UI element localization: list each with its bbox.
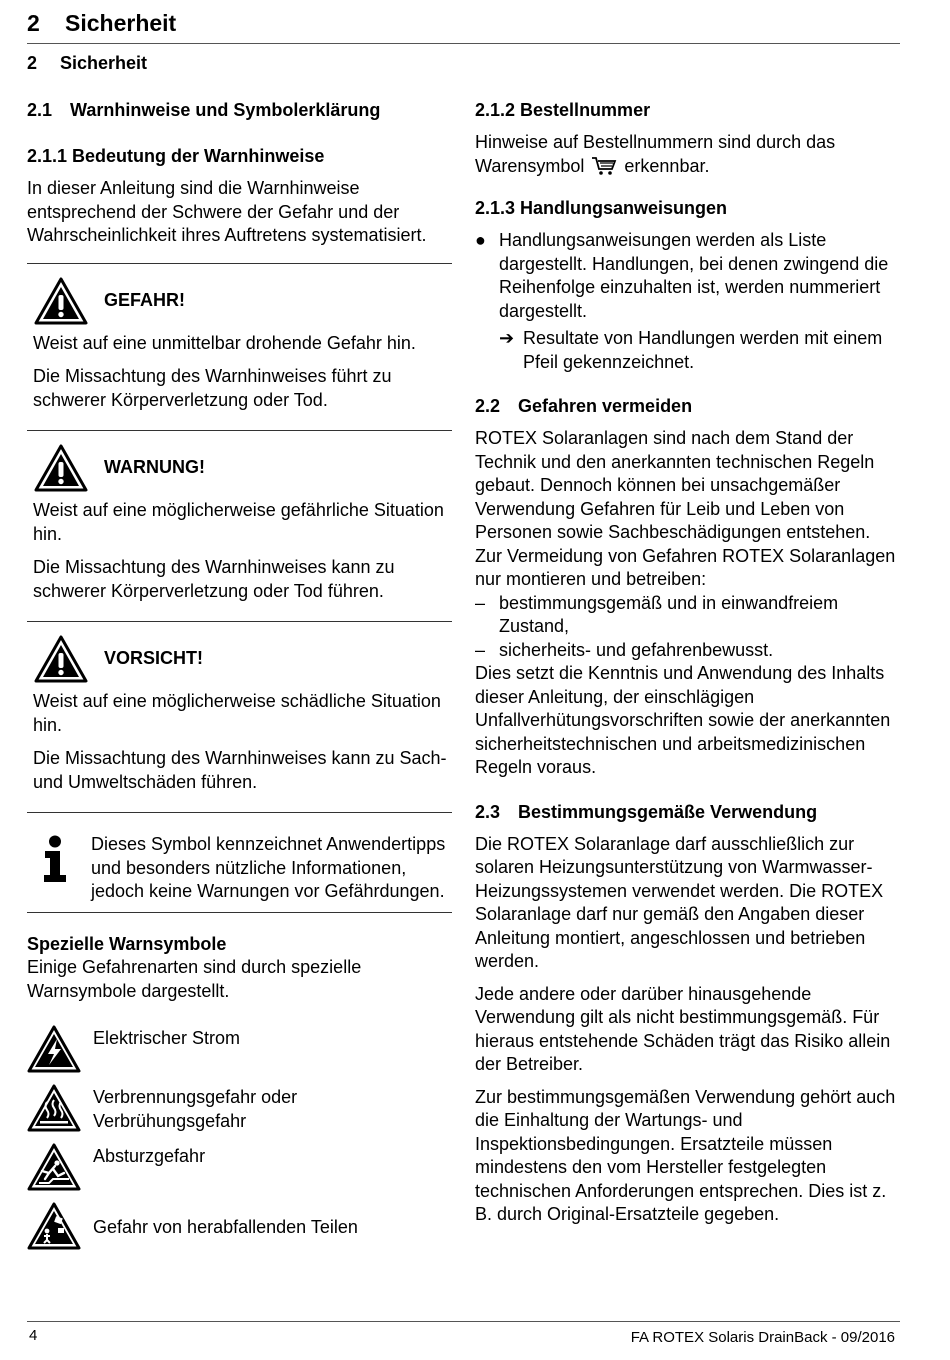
left-column: [27, 98, 452, 1261]
page-header: [27, 8, 900, 44]
list-item: Gefahr von herabfallenden Teilen: [27, 1202, 452, 1252]
order-number-text: Hinweise auf Bestellnummern sind durch das Warensymbol erkennbar.: [475, 132, 836, 176]
paragraph: Die ROTEX Solaranlage darf ausschließlich zur solaren Heizungsunterstützung von Warmwasser-Heizungssystemen verwendet werden. Die ROTEX Solaranlage darf nur gemäß den Angaben dieser Anleitung montiert, angeschlossen und betrieben werden.: [475, 833, 884, 971]
info-icon: [41, 835, 71, 883]
warning-triangle-icon: [33, 443, 89, 493]
warning-text: Die Missachtung des Warnhinweises kann zu Sach- und Umweltschäden führen.: [33, 748, 447, 792]
paragraph: Zur bestimmungsgemäßen Verwendung gehört auch die Einhaltung der Wartungs- und Inspektionsbedingungen. Ersatzteile müssen mindestens den vom Hersteller festgelegten technischen Anforderungen entsprechen. Dies ist z. B. durch Original-Ersatzteile gegeben.: [475, 1086, 896, 1224]
page-number: 4: [29, 1327, 38, 1344]
warning-text: Weist auf eine möglicherweise gefährliche Situation hin.: [33, 500, 444, 544]
warning-box-caution: [27, 621, 452, 812]
warning-triangle-icon: [33, 276, 89, 326]
main-heading: 2 Sicherheit: [27, 53, 148, 73]
falling-objects-icon: [27, 1202, 81, 1250]
paragraph: ROTEX Solaranlagen sind nach dem Stand der Technik und den anerkannten technischen Regeln gebaut. Dennoch können bei unsachgemäßer Verwendung Gefahren für Leib und Leben von Personen sowie Sachbeschädigungen entstehen. Zur Vermeidung von Gefahren ROTEX Solaranlagen nur montieren und betreiben:: [475, 428, 896, 589]
chapter-title: 2 Sicherheit: [27, 10, 177, 36]
hot-surface-icon: [27, 1084, 81, 1132]
list-item: Absturzgefahr: [27, 1143, 452, 1193]
document-id: FA ROTEX Solaris DrainBack - 09/2016: [630, 1329, 895, 1346]
section-2-1-2-heading: 2.1.2 Bestellnummer: [475, 100, 651, 120]
shopping-cart-icon: [591, 156, 617, 176]
right-column: [475, 98, 900, 1236]
fall-hazard-icon: [27, 1143, 81, 1191]
warning-label: VORSICHT!: [104, 648, 203, 669]
section-2-1-heading: 2.1 Warnhinweise und Symbolerklärung: [27, 100, 381, 120]
warning-box-warning: [27, 430, 452, 621]
list-item: ● Handlungsanweisungen werden als Liste dargestellt. Handlungen, bei denen zwingend die Reihenfolge einzuhalten ist, werden nummeriert dargestellt.: [475, 230, 889, 321]
arrow-right-icon: ➔: [499, 328, 515, 348]
special-symbols-heading: Spezielle Warnsymbole: [27, 933, 227, 954]
page-footer: [27, 1321, 900, 1346]
warning-box-danger: [27, 263, 452, 431]
info-box: [27, 812, 452, 913]
warning-label: WARNUNG!: [104, 457, 205, 478]
list-item: – sicherheits- und gefahrenbewusst.: [475, 639, 774, 660]
list-item: Elektrischer Strom: [27, 1025, 452, 1075]
warning-text: Die Missachtung des Warnhinweises führt zu schwerer Körperverletzung oder Tod.: [33, 366, 392, 410]
info-text: Dieses Symbol kennzeichnet Anwendertipps und besonders nützliche Informationen, jedoch keine Warnungen vor Gefährdungen.: [91, 834, 446, 901]
warning-label: GEFAHR!: [104, 289, 185, 310]
section-2-2-heading: 2.2 Gefahren vermeiden: [475, 396, 693, 416]
paragraph: Jede andere oder darüber hinausgehende Verwendung gilt als nicht bestimmungsgemäß. Für hieraus entstehende Schäden trägt das Risiko allein der Betreiber.: [475, 983, 891, 1074]
warning-text: Die Missachtung des Warnhinweises kann zu schwerer Körperverletzung oder Tod führen.: [33, 557, 395, 601]
list-item: Verbrennungsgefahr oder Verbrühungsgefahr: [27, 1084, 452, 1134]
paragraph: Dies setzt die Kenntnis und Anwendung des Inhalts dieser Anleitung, der einschlägigen Unfallverhütungsvorschriften sowie der anerkannten sicherheitstechnischen und arbeitsmedizinischen Regeln voraus.: [475, 663, 891, 777]
list-item: ➔ Resultate von Handlungen werden mit einem Pfeil gekennzeichnet.: [475, 327, 900, 374]
warning-triangle-icon: [33, 634, 89, 684]
section-2-3-heading: 2.3 Bestimmungsgemäße Verwendung: [475, 801, 818, 822]
list-item: – bestimmungsgemäß und in einwandfreiem Zustand,: [475, 592, 839, 636]
electric-hazard-icon: [27, 1025, 81, 1073]
section-2-1-3-heading: 2.1.3 Handlungsanweisungen: [475, 198, 728, 218]
special-symbols-text: Einige Gefahrenarten sind durch spezielle Warnsymbole dargestellt.: [27, 957, 362, 1001]
section-2-1-1-heading: 2.1.1 Bedeutung der Warnhinweise: [27, 146, 325, 166]
warning-text: Weist auf eine unmittelbar drohende Gefahr hin.: [33, 332, 416, 353]
intro-text: In dieser Anleitung sind die Warnhinweise entsprechend der Schwere der Gefahr und der Wahrscheinlichkeit ihres Auftretens systematisiert.: [27, 178, 427, 245]
symbol-list: [27, 1025, 452, 1252]
warning-text: Weist auf eine möglicherweise schädliche Situation hin.: [33, 691, 441, 735]
